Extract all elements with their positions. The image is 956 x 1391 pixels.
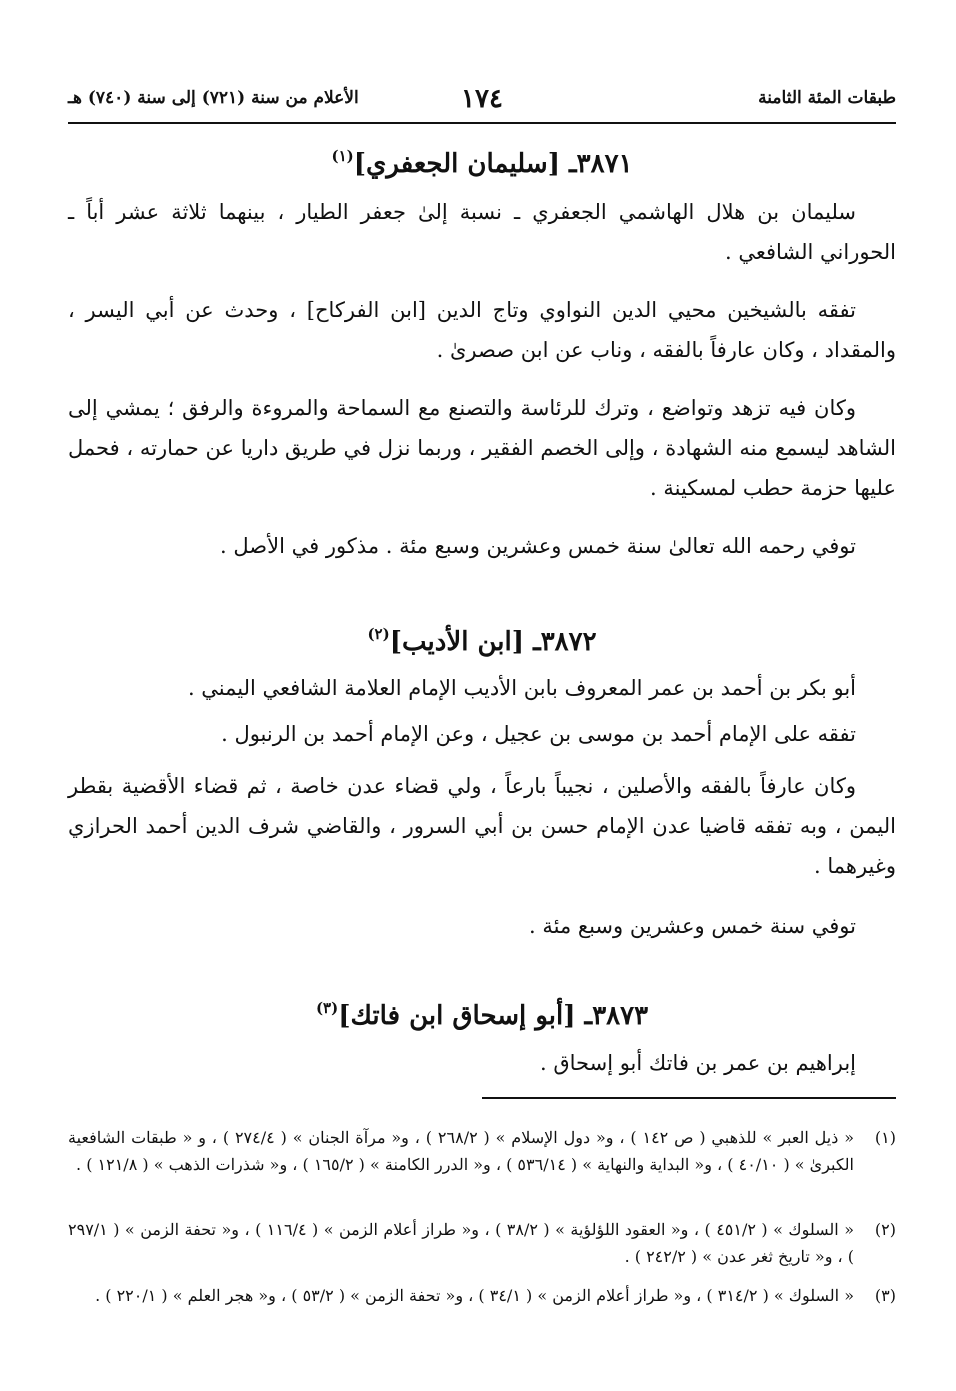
entry-paragraph: سليمان بن هلال الهاشمي الجعفري ـ نسبة إلىٰ جعفر الطيار ، بينهما ثلاثة عشر أباً ـ الحوراني الشافعي . [68, 200, 896, 264]
footnote-number: (٢) [874, 1220, 896, 1239]
running-header [68, 84, 896, 118]
footnote [68, 1282, 896, 1309]
footnote [68, 1216, 896, 1270]
page-number: ١٧٤ [461, 84, 503, 114]
entry-paragraph: تفقه على الإمام أحمد بن موسى بن عجيل ، وعن الإمام أحمد بن الرنبول . [221, 722, 856, 746]
entry-paragraph: إبراهيم بن عمر بن فاتك أبو إسحاق . [540, 1051, 856, 1075]
entry-title: ٣٨٧٣ـ [أبو إسحاق ابن فاتك]$^{(٣)}$ [315, 999, 649, 1031]
entry-paragraph: توفي سنة خمس وعشرين وسبع مئة . [529, 914, 856, 938]
entry-paragraph: وكان عارفاً بالفقه والأصلين ، نجيباً بارعاً ، ولي قضاء عدن خاصة ، ثم قضاء الأقضية بقطر اليمن ، وبه تفقه قاضيا عدن الإمام حسن بن أبي السرور ، والقاضي شرف الدين أحمد الحرازي وغيرهما . [68, 774, 896, 878]
entry-paragraph: وكان فيه تزهد وتواضع ، وترك للرئاسة والتصنع مع السماحة والمروءة والرفق ؛ يمشي إلى الشاهد ليسمع منه الشهادة ، وإلى الخصم الفقير ، وربما نزل في طريق داريا عن حمارته ، فحمل عليها حزمة حطب لمسكينة . [68, 396, 896, 500]
entry-title: ٣٨٧١ـ [سليمان الجعفري]$^{(١)}$ [331, 147, 633, 179]
footnote-rule [482, 1097, 896, 1099]
footnote-marker: (١) [331, 147, 354, 165]
footnote-text: « ذيل العبر » للذهبي ( ص ١٤٢ ) ، و« دول الإسلام » ( ٢٦٨/٢ ) ، و« مرآة الجنان » ( ٢٧٤/٤ ) ، و « طبقات الشافعية الكبرىٰ » ( ٤٠/١٠ ) ، و« البداية والنهاية » ( ٥٣٦/١٤ ) ، و« الدرر الكامنة » ( ١٦٥/٢ ) ، و« شذرات الذهب » ( ١٢١/٨ ) . [68, 1128, 855, 1174]
entry-paragraph: أبو بكر بن أحمد بن عمر المعروف بابن الأديب الإمام العلامة الشافعي اليمني . [187, 676, 856, 700]
footnote-text: « السلوك » ( ٤٥١/٢ ) ، و« العقود اللؤلؤية » ( ٣٨/٢ ) ، و« طراز أعلام الزمن » ( ١١٦/٤ ) ، و« تحفة الزمن » ( ٢٩٧/١ ) ، و« تاريخ ثغر عدن » ( ٢٤٢/٢ ) . [68, 1220, 854, 1266]
footnote-number: (١) [874, 1128, 896, 1147]
footnote-text: « السلوك » ( ٣١٤/٢ ) ، و« طراز أعلام الزمن » ( ٣٤/١ ) ، و« تحفة الزمن » ( ٥٣/٢ ) ، و« هجر العلم » ( ٢٢٠/١ ) . [95, 1286, 854, 1305]
footnote-number: (٣) [874, 1286, 896, 1305]
footnote-marker: (٣) [315, 999, 339, 1017]
entry-paragraph: توفي رحمه الله تعالىٰ سنة خمس وعشرين وسبع مئة . مذكور في الأصل . [220, 534, 856, 558]
header-section-title: طبقات المئة الثامنة [758, 88, 896, 108]
footnote-marker: (٢) [367, 625, 390, 643]
footnote [68, 1124, 896, 1178]
entry-paragraph: تفقه بالشيخين محيي الدين النواوي وتاج الدين [ابن الفركاح] ، وحدث عن أبي اليسر ، والمقداد ، وكان عارفاً بالفقه ، وناب عن ابن صصرىٰ . [68, 298, 896, 362]
header-date-range: الأعلام من سنة (٧٢١) إلى سنة (٧٤٠) هـ [68, 88, 359, 108]
header-rule [68, 122, 896, 124]
entry-title: ٣٨٧٢ـ [ابن الأديب]$^{(٢)}$ [367, 625, 597, 657]
